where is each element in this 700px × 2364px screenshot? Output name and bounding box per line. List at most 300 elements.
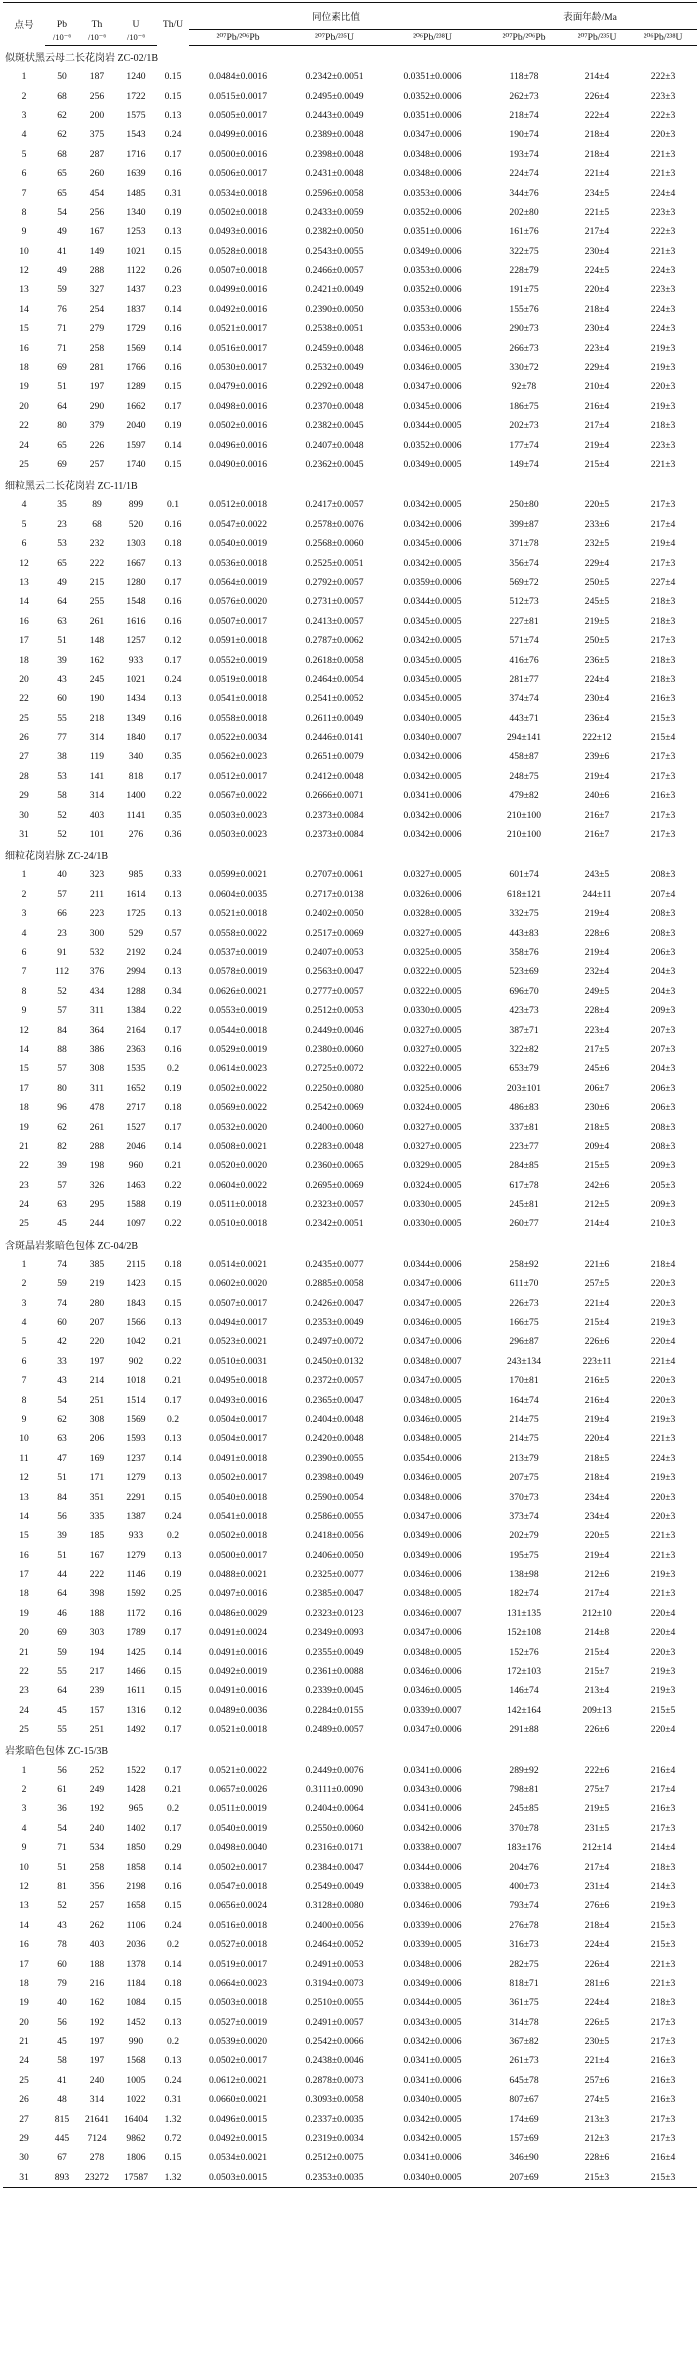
cell-ratio-206-238: 0.0348±0.0007 [403,1355,462,1367]
cell-spot: 16 [19,1549,29,1561]
cell-pb: 44 [57,1569,67,1581]
cell-spot: 11 [19,1452,29,1464]
cell-age-206-238: 218±3 [650,596,676,608]
cell-thu: 0.2 [167,1803,179,1815]
cell-th: 375 [89,129,105,141]
cell-ratio-207-206: 0.0503±0.0023 [208,809,268,821]
cell-th: 314 [89,790,105,802]
table-row [3,1255,697,1274]
cell-age-206-238: 222±3 [650,109,676,121]
cell-u: 2046 [126,1140,146,1152]
table-row [3,183,697,202]
cell-ratio-206-238: 0.0342±0.0006 [403,2036,462,2048]
cell-thu: 0.22 [164,1179,182,1191]
table-row [3,631,697,650]
cell-spot: 25 [19,459,29,470]
table-row [3,709,697,728]
cell-ratio-207-235: 0.2446±0.0141 [305,732,364,744]
cell-thu: 0.15 [164,1900,182,1912]
cell-thu: 0.22 [164,790,182,802]
cell-ratio-207-206: 0.0604±0.0035 [208,888,268,900]
cell-ratio-207-206: 0.0504±0.0017 [208,1413,268,1425]
cell-u: 1387 [126,1510,146,1522]
cell-th: 249 [89,1784,105,1795]
cell-age-207-206: 138±98 [509,1569,539,1581]
cell-pb: 51 [57,1549,67,1561]
cell-age-207-235: 214±8 [584,1627,610,1639]
cell-ratio-207-235: 0.2339±0.0045 [305,1685,364,1697]
cell-ratio-207-206: 0.0558±0.0022 [208,927,268,939]
cell-thu: 0.13 [164,1317,182,1329]
cell-age-206-238: 214±3 [650,1880,676,1892]
cell-u: 1527 [126,1121,146,1133]
cell-thu: 0.17 [164,148,182,160]
cell-age-207-206: 294±141 [506,732,542,744]
cell-ratio-207-235: 0.2464±0.0052 [305,1939,364,1951]
table-row [3,2168,697,2188]
cell-pb: 64 [57,596,67,608]
table-row [3,1662,697,1681]
cell-age-206-238: 224±3 [650,1452,676,1464]
cell-th: 226 [89,439,105,451]
cell-th: 198 [89,1160,105,1172]
cell-ratio-206-238: 0.0341±0.0006 [403,1803,462,1815]
cell-age-207-206: 245±85 [509,1803,539,1815]
col-ratio-207-235: ²⁰⁷Pb/²³⁵U [287,30,382,46]
cell-ratio-206-238: 0.0327±0.0005 [403,1140,462,1152]
cell-th: 215 [89,576,105,588]
cell-age-206-238: 217±3 [650,809,676,821]
table-row [3,416,697,435]
cell-age-206-238: 219±3 [650,342,676,354]
cell-ratio-206-238: 0.0322±0.0005 [403,966,462,978]
cell-spot: 20 [19,673,29,685]
cell-thu: 0.15 [164,245,182,257]
table-row [3,1993,697,2012]
table-row [3,2051,697,2070]
cell-u: 1253 [126,226,146,238]
cell-thu: 0.2 [167,2036,179,2048]
cell-ratio-207-206: 0.0534±0.0018 [208,187,268,199]
table-row [3,1332,697,1351]
cell-age-206-238: 220±3 [650,381,676,393]
cell-thu: 0.16 [164,596,182,608]
cell-age-207-206: 337±81 [509,1121,539,1133]
cell-thu: 0.17 [164,1764,182,1776]
cell-ratio-206-238: 0.0325±0.0005 [403,946,462,958]
cell-age-207-235: 219±4 [584,439,610,451]
cell-ratio-207-235: 0.2373±0.0084 [305,829,364,841]
cell-ratio-207-235: 0.2541±0.0052 [305,693,364,705]
cell-spot: 13 [19,284,29,296]
cell-spot: 23 [19,1179,29,1191]
cell-ratio-207-206: 0.0488±0.0021 [208,1569,268,1581]
cell-ratio-207-206: 0.0502±0.0022 [208,1082,268,1094]
cell-pb: 84 [57,1491,67,1503]
cell-ratio-206-238: 0.0342±0.0005 [403,635,462,647]
cell-spot: 1 [21,869,27,881]
cell-ratio-206-238: 0.0345±0.0005 [403,693,462,705]
cell-age-207-235: 228±6 [584,927,610,939]
table-row [3,553,697,572]
section-title: 细粒黑云二长花岗岩 ZC-11/1B [5,481,138,493]
cell-age-207-235: 217±4 [584,1588,610,1600]
cell-u: 1850 [126,1842,146,1854]
cell-spot: 24 [19,1199,29,1211]
cell-th: 21641 [85,2113,109,2125]
cell-ratio-207-235: 0.2417±0.0057 [305,499,364,511]
cell-thu: 0.13 [164,2055,182,2067]
cell-pb: 77 [57,732,67,744]
cell-pb: 58 [57,790,67,802]
cell-spot: 22 [19,1160,29,1172]
cell-ratio-207-235: 0.3128±0.0080 [305,1900,364,1912]
cell-ratio-207-235: 0.2382±0.0045 [305,420,364,432]
cell-pb: 78 [57,1939,67,1951]
cell-age-207-235: 239±6 [584,751,610,763]
cell-age-207-235: 215±5 [584,1160,610,1172]
cell-thu: 0.15 [164,1997,182,2009]
cell-thu: 0.2 [167,1063,179,1075]
cell-age-207-235: 218±5 [584,1452,610,1464]
cell-spot: 13 [19,1900,29,1912]
cell-pb: 43 [57,673,67,685]
cell-age-207-235: 231±4 [584,1880,610,1892]
cell-ratio-207-235: 0.2420±0.0048 [305,1433,364,1445]
cell-age-207-235: 230±4 [584,693,610,705]
cell-age-206-238: 221±3 [650,245,676,257]
cell-ratio-207-206: 0.0492±0.0015 [208,2133,268,2145]
cell-pb: 81 [57,1880,67,1892]
cell-ratio-207-206: 0.0522±0.0034 [208,732,268,744]
cell-thu: 0.13 [164,1433,182,1445]
cell-ratio-206-238: 0.0324±0.0005 [403,1179,462,1191]
cell-th: 89 [92,499,102,511]
cell-age-206-238: 221±3 [650,459,676,470]
table-row [3,2109,697,2128]
cell-age-206-238: 217±4 [650,1784,676,1795]
cell-ratio-207-206: 0.0519±0.0018 [208,673,268,685]
table-row [3,261,697,280]
section-header [3,844,697,865]
cell-th: 262 [89,1919,105,1931]
cell-age-206-238: 220±3 [650,1394,676,1406]
cell-ratio-207-235: 0.2323±0.0123 [305,1607,364,1619]
cell-thu: 0.33 [164,869,182,881]
cell-thu: 0.13 [164,693,182,705]
cell-age-206-238: 217±3 [650,2133,676,2145]
cell-age-206-238: 219±3 [650,362,676,374]
cell-pb: 52 [57,985,67,997]
cell-age-207-235: 221±4 [584,168,610,180]
cell-pb: 49 [57,576,67,588]
cell-ratio-207-206: 0.0612±0.0021 [208,2074,268,2086]
cell-spot: 12 [19,1024,29,1036]
cell-pb: 60 [57,693,67,705]
cell-u: 1725 [126,908,146,920]
cell-ratio-206-238: 0.0351±0.0006 [403,71,462,83]
cell-ratio-207-235: 0.2450±0.0132 [305,1355,364,1367]
cell-ratio-207-235: 0.2384±0.0047 [305,1861,364,1873]
cell-age-207-206: 330±72 [509,362,539,374]
table-row [3,1974,697,1993]
cell-ratio-206-238: 0.0342±0.0006 [403,809,462,821]
cell-spot: 12 [19,265,29,277]
cell-th: 149 [89,245,105,257]
cell-ratio-206-238: 0.0343±0.0006 [403,1784,462,1795]
table-row [3,1604,697,1623]
cell-thu: 0.17 [164,770,182,782]
cell-pb: 59 [57,284,67,296]
cell-spot: 21 [19,1646,29,1658]
cell-ratio-207-235: 0.2495±0.0049 [305,90,364,102]
table-row [3,2129,697,2148]
cell-ratio-207-206: 0.0502±0.0017 [208,1472,268,1484]
cell-age-207-206: 458±87 [509,751,539,763]
cell-ratio-207-206: 0.0502±0.0017 [208,1861,268,1873]
cell-ratio-206-238: 0.0341±0.0006 [403,2074,462,2086]
cell-age-207-235: 218±5 [584,1121,610,1133]
cell-th: 101 [89,829,105,841]
cell-age-207-206: 322±75 [509,245,539,257]
cell-u: 899 [128,499,144,511]
cell-pb: 51 [57,1472,67,1484]
cell-age-207-206: 356±74 [509,557,539,569]
cell-pb: 71 [57,1842,67,1854]
col-thu: Th/U [157,3,189,46]
cell-thu: 0.15 [164,459,182,470]
cell-ratio-206-238: 0.0327±0.0005 [403,1024,462,1036]
cell-age-207-235: 224±4 [584,673,610,685]
cell-spot: 15 [19,323,29,335]
cell-age-206-238: 219±3 [650,1666,676,1678]
cell-th: 169 [89,1452,105,1464]
cell-pb: 69 [57,362,67,374]
table-row [3,435,697,454]
cell-ratio-206-238: 0.0341±0.0006 [403,2152,462,2164]
cell-age-207-235: 214±4 [584,1218,610,1230]
cell-age-207-206: 793±74 [509,1900,539,1912]
cell-th: 326 [89,1179,105,1191]
cell-u: 1349 [126,712,146,724]
cell-age-207-235: 215±7 [584,1666,610,1678]
cell-spot: 7 [21,966,27,978]
cell-age-207-235: 226±4 [584,90,610,102]
cell-ratio-207-235: 0.2283±0.0048 [305,1140,364,1152]
cell-ratio-206-238: 0.0327±0.0005 [403,1121,462,1133]
cell-u: 1021 [126,245,146,257]
cell-age-207-206: 210±100 [506,829,542,841]
cell-age-207-206: 370±78 [509,1822,539,1834]
cell-th: 454 [89,187,105,199]
cell-ratio-206-238: 0.0352±0.0006 [403,90,462,102]
table-row [3,1293,697,1312]
cell-thu: 0.17 [164,654,182,666]
cell-th: 278 [89,2152,105,2164]
cell-age-207-235: 221±4 [584,2055,610,2067]
cell-ratio-206-238: 0.0342±0.0006 [403,518,462,530]
cell-ratio-207-206: 0.0521±0.0017 [208,323,268,335]
cell-pb: 62 [57,1413,67,1425]
cell-u: 902 [128,1355,144,1367]
cell-spot: 20 [19,1627,29,1639]
cell-age-207-235: 231±5 [584,1822,610,1834]
cell-age-207-235: 218±4 [584,129,610,141]
cell-pb: 45 [57,1704,67,1716]
cell-ratio-207-235: 0.2390±0.0055 [305,1452,364,1464]
cell-ratio-206-238: 0.0342±0.0006 [403,829,462,841]
cell-thu: 0.19 [164,1569,182,1581]
cell-u: 1279 [126,1549,146,1561]
cell-th: 240 [89,1822,105,1834]
cell-th: 256 [89,90,105,102]
cell-ratio-206-238: 0.0341±0.0006 [403,1764,462,1776]
cell-age-207-206: 361±75 [509,1997,539,2009]
cell-age-207-206: 374±74 [509,693,539,705]
table-row [3,1098,697,1117]
cell-age-207-235: 276±6 [584,1900,610,1912]
col-spot: 点号 [3,3,45,46]
col-th-unit: /10⁻⁶ [79,30,115,46]
cell-ratio-207-235: 0.2543±0.0055 [305,245,364,257]
cell-age-207-206: 218±74 [509,109,539,121]
cell-pb: 57 [57,1063,67,1075]
cell-age-207-235: 212±10 [582,1607,612,1619]
cell-th: 222 [89,557,105,569]
cell-age-207-206: 166±75 [509,1317,539,1329]
cell-age-207-206: 186±75 [509,400,539,412]
cell-thu: 0.14 [164,439,182,451]
table-row [3,106,697,125]
cell-age-207-206: 601±74 [509,869,539,881]
cell-ratio-206-238: 0.0343±0.0005 [403,2016,462,2028]
cell-th: 398 [89,1588,105,1600]
cell-age-207-235: 215±4 [584,459,610,470]
cell-age-207-235: 212±5 [584,1199,610,1211]
cell-age-207-206: 807±67 [509,2094,539,2106]
cell-spot: 3 [21,1297,27,1309]
cell-th: 385 [89,1258,105,1270]
cell-spot: 17 [19,635,29,647]
cell-ratio-207-206: 0.0602±0.0020 [208,1278,268,1290]
cell-ratio-207-235: 0.2489±0.0057 [305,1724,364,1736]
cell-u: 2994 [126,966,146,978]
cell-spot: 31 [19,829,29,841]
cell-age-207-235: 230±5 [584,2036,610,2048]
table-row [3,1565,697,1584]
cell-u: 1766 [126,362,146,374]
cell-age-206-238: 208±3 [650,1121,676,1133]
cell-u: 1378 [126,1958,146,1970]
cell-spot: 18 [19,362,29,374]
cell-age-206-238: 215±3 [650,712,676,724]
cell-age-207-235: 223±4 [584,1024,610,1036]
cell-spot: 6 [21,1355,27,1367]
cell-age-207-235: 281±6 [584,1977,610,1989]
cell-u: 1280 [126,576,146,588]
cell-ratio-207-235: 0.2292±0.0048 [305,381,364,393]
table-row [3,1799,697,1818]
cell-thu: 0.16 [164,615,182,627]
cell-ratio-207-206: 0.0511±0.0018 [209,1199,267,1211]
cell-th: 194 [89,1646,105,1658]
cell-age-206-238: 218±3 [650,654,676,666]
cell-ratio-206-238: 0.0351±0.0006 [403,109,462,121]
cell-pb: 71 [57,323,67,335]
cell-ratio-207-235: 0.2731±0.0057 [305,596,364,608]
cell-th: 379 [89,420,105,432]
cell-pb: 52 [57,1900,67,1912]
cell-th: 288 [89,1140,105,1152]
cell-ratio-207-235: 0.2885±0.0058 [305,1278,364,1290]
cell-pb: 88 [57,1043,67,1055]
col-age-207-206: ²⁰⁷Pb/²⁰⁶Pb [483,30,565,46]
cell-u: 1172 [126,1607,146,1619]
cell-spot: 3 [21,1803,27,1815]
cell-age-206-238: 209±3 [650,1005,676,1017]
cell-u: 2198 [126,1880,146,1892]
cell-pb: 74 [57,1258,67,1270]
cell-age-207-206: 149±74 [509,459,539,470]
cell-age-206-238: 220±3 [650,1491,676,1503]
cell-th: 257 [89,1900,105,1912]
cell-age-207-235: 218±4 [584,1919,610,1931]
col-age-207-235: ²⁰⁷Pb/²³⁵U [565,30,629,46]
col-th: Th [79,3,115,30]
cell-pb: 35 [57,499,67,511]
cell-thu: 0.23 [164,284,182,296]
cell-spot: 4 [21,927,27,939]
cell-age-207-235: 243±5 [584,869,610,881]
cell-age-207-206: 289±92 [509,1764,539,1776]
cell-pb: 65 [57,168,67,180]
cell-thu: 0.16 [164,518,182,530]
cell-pb: 69 [57,459,67,470]
cell-ratio-207-235: 0.2342±0.0051 [305,71,364,83]
cell-age-207-235: 218±4 [584,303,610,315]
table-row [3,1214,697,1233]
cell-thu: 0.17 [164,732,182,744]
table-row [3,747,697,766]
table-row [3,885,697,904]
cell-u: 1340 [126,206,146,218]
cell-ratio-207-206: 0.0514±0.0021 [208,1258,268,1270]
cell-ratio-207-235: 0.2549±0.0049 [305,1880,364,1892]
cell-ratio-207-206: 0.0539±0.0020 [208,2036,268,2048]
cell-spot: 4 [21,1317,27,1329]
cell-ratio-206-238: 0.0351±0.0006 [403,226,462,238]
cell-th: 280 [89,1297,105,1309]
table-row [3,689,697,708]
cell-u: 1240 [126,71,146,83]
cell-ratio-207-206: 0.0520±0.0020 [208,1160,268,1172]
cell-age-207-235: 217±4 [584,1861,610,1873]
cell-th: 314 [89,732,105,744]
cell-ratio-207-235: 0.2542±0.0069 [305,1102,364,1114]
cell-age-207-206: 367±82 [509,2036,539,2048]
cell-age-207-206: 423±73 [509,1005,539,1017]
cell-u: 1806 [126,2152,146,2164]
table-row [3,1720,697,1739]
cell-th: 327 [89,284,105,296]
cell-ratio-206-238: 0.0346±0.0006 [403,1666,462,1678]
cell-age-207-206: 373±74 [509,1510,539,1522]
cell-th: 211 [89,888,105,900]
cell-thu: 0.18 [164,1258,182,1270]
cell-ratio-207-206: 0.0519±0.0017 [208,1958,268,1970]
cell-ratio-206-238: 0.0330±0.0005 [403,1005,462,1017]
cell-ratio-206-238: 0.0344±0.0006 [403,1258,462,1270]
